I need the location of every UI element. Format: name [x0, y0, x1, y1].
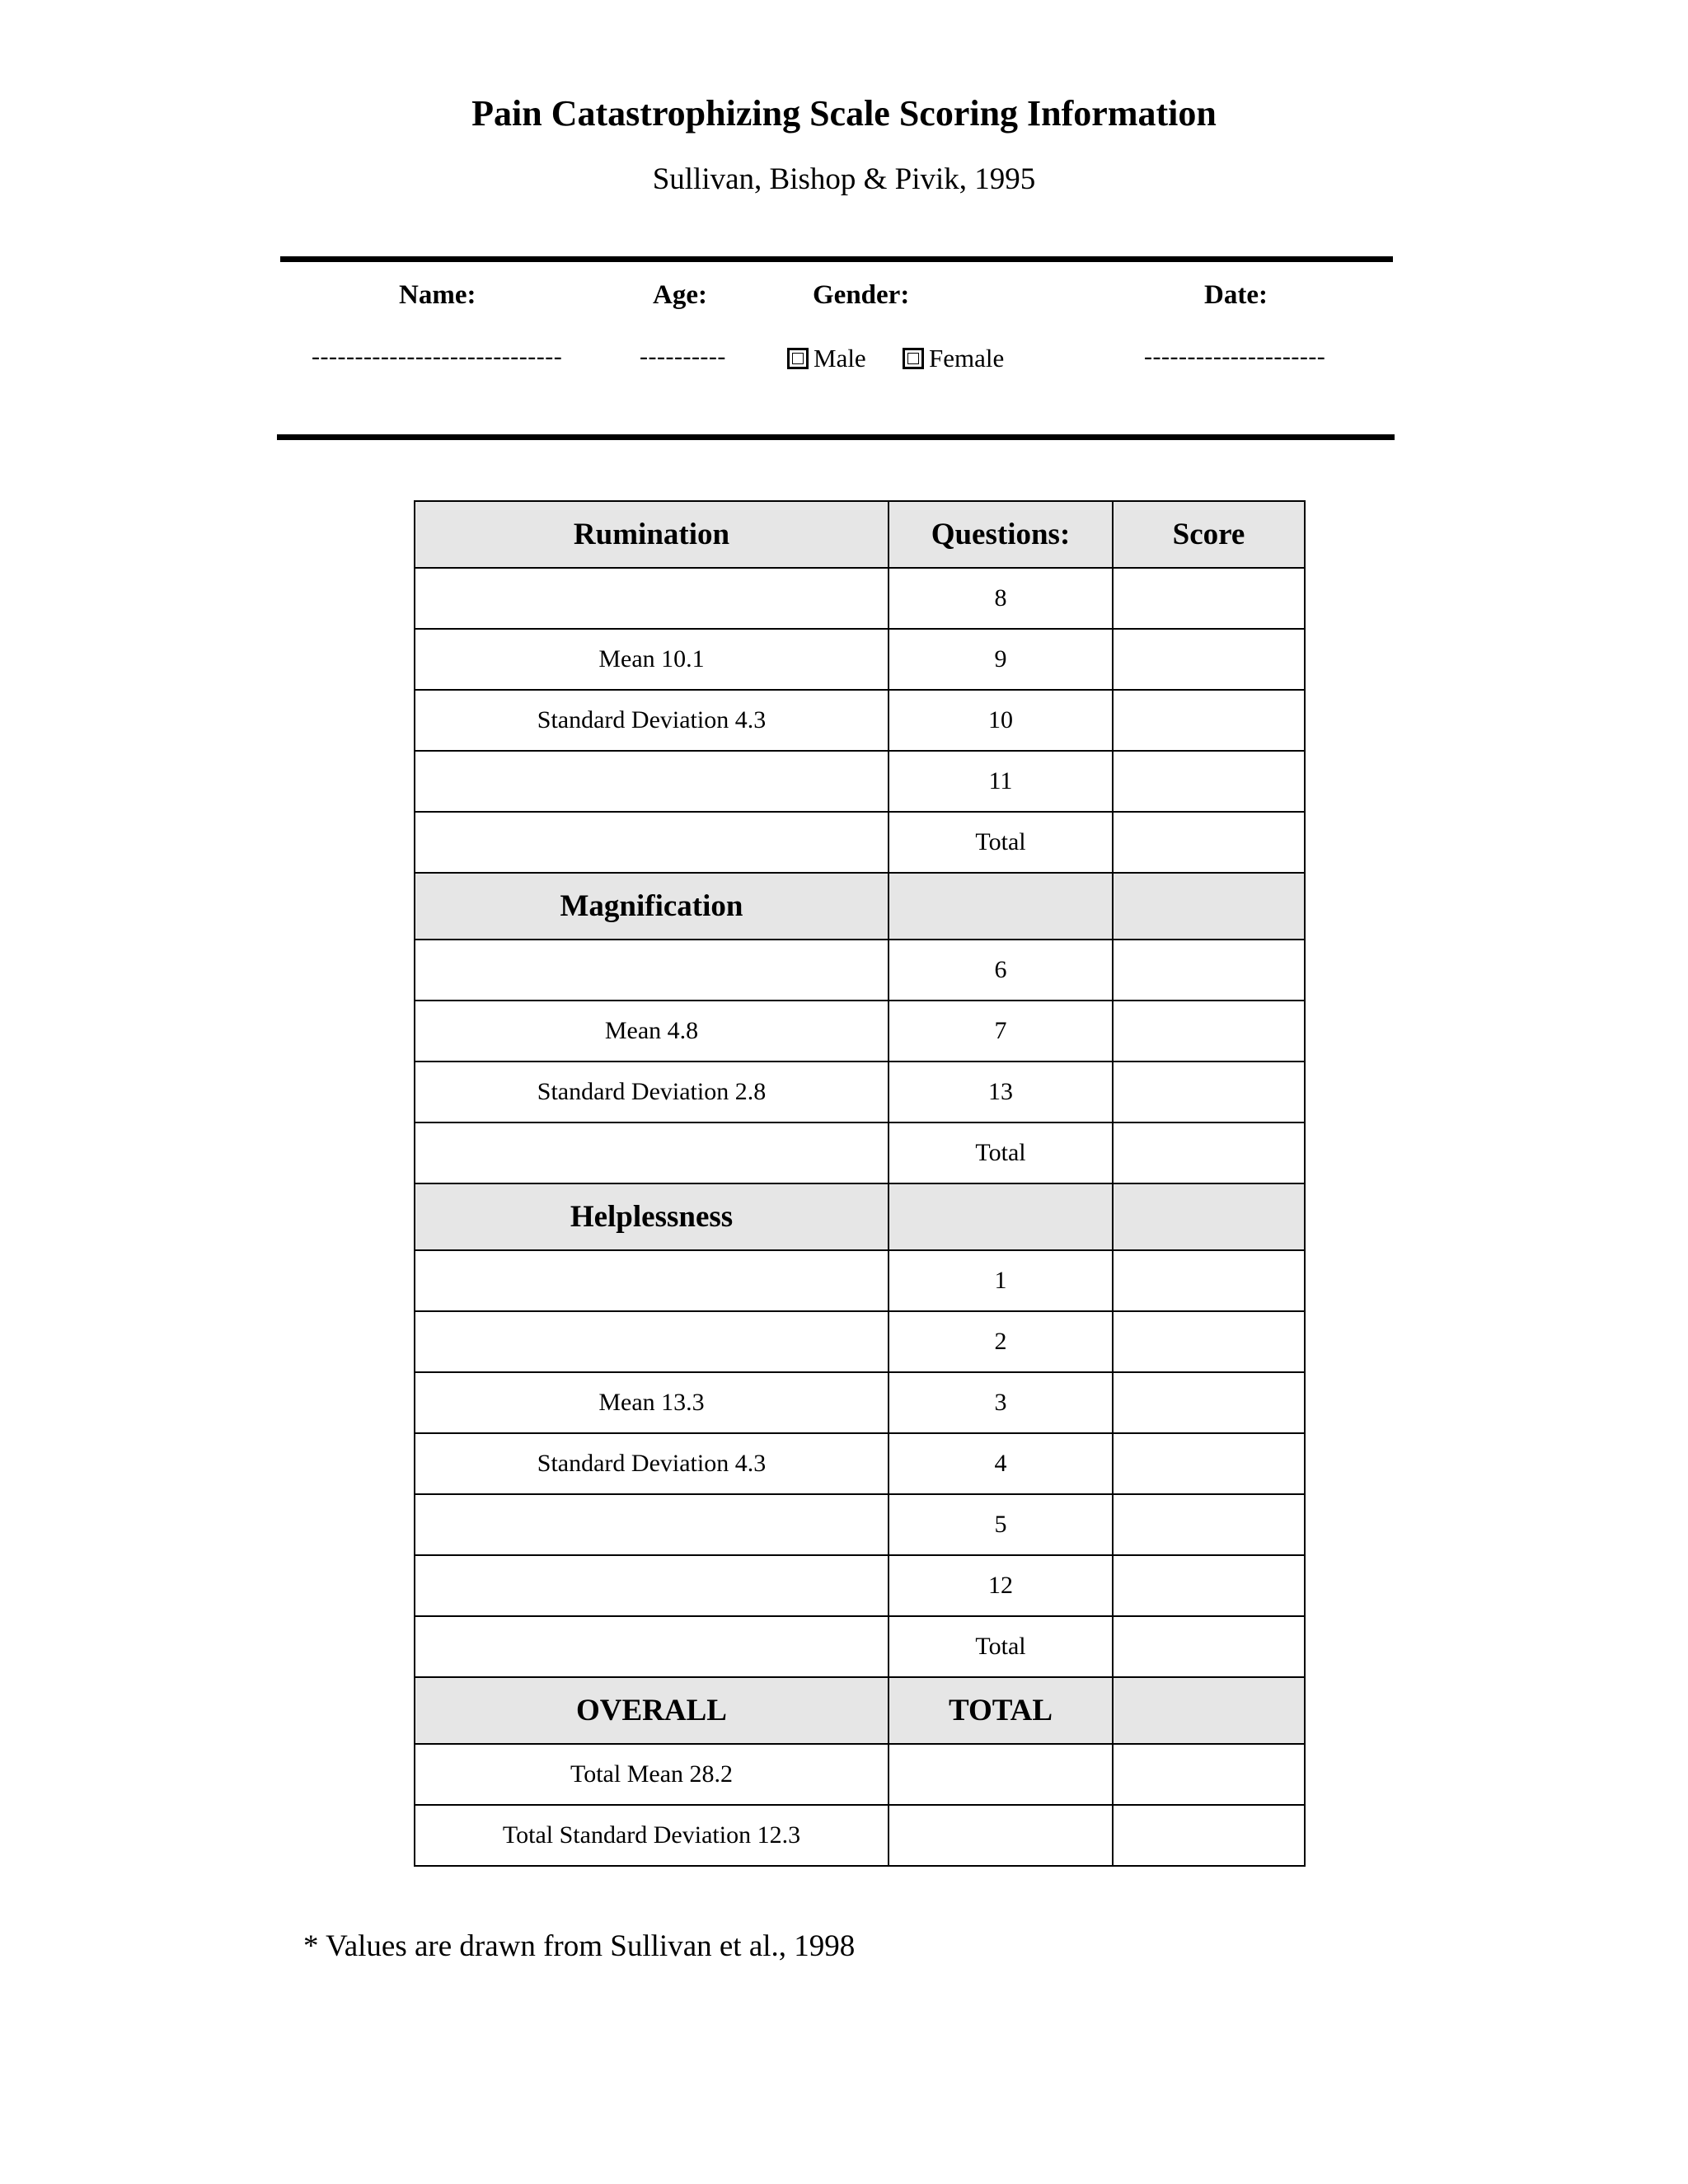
question-number: Total: [889, 1122, 1113, 1183]
question-number: 12: [889, 1555, 1113, 1616]
score-cell[interactable]: [1113, 1001, 1305, 1062]
table-row: [415, 1001, 1305, 1062]
table-row: [415, 1433, 1305, 1494]
age-field[interactable]: ----------: [640, 343, 726, 370]
score-cell[interactable]: [1113, 1494, 1305, 1555]
row-label: [415, 751, 889, 812]
row-label: [415, 1555, 889, 1616]
question-number: 2: [889, 1311, 1113, 1372]
question-number: 10: [889, 690, 1113, 751]
table-row: [415, 812, 1305, 873]
question-number: 8: [889, 568, 1113, 629]
table-row: [415, 1616, 1305, 1677]
score-cell[interactable]: [1113, 1062, 1305, 1122]
overall-heading: OVERALL: [415, 1677, 889, 1744]
score-cell[interactable]: [1113, 751, 1305, 812]
question-number: 4: [889, 1433, 1113, 1494]
overall-header-row: [415, 1677, 1305, 1744]
row-label: [415, 1250, 889, 1311]
row-label: Mean 13.3: [415, 1372, 889, 1433]
table-row: [415, 1372, 1305, 1433]
table-row: [415, 690, 1305, 751]
score-cell[interactable]: [1113, 1372, 1305, 1433]
score-cell[interactable]: [1113, 690, 1305, 751]
magnification-heading: Magnification: [415, 873, 889, 940]
question-number: 6: [889, 940, 1113, 1001]
row-label: Standard Deviation 4.3: [415, 690, 889, 751]
question-number: 13: [889, 1062, 1113, 1122]
score-cell[interactable]: [1113, 1311, 1305, 1372]
empty-cell: [1113, 1677, 1305, 1744]
helplessness-heading: Helplessness: [415, 1183, 889, 1250]
table-row: [415, 1062, 1305, 1122]
row-label: Total Mean 28.2: [415, 1744, 889, 1805]
score-cell[interactable]: [1113, 812, 1305, 873]
page-subtitle: Sullivan, Bishop & Pivik, 1995: [652, 162, 1036, 196]
gender-label: Gender:: [813, 280, 910, 310]
total-heading: TOTAL: [889, 1677, 1113, 1744]
table-row: [415, 940, 1305, 1001]
female-label: Female: [929, 344, 1005, 373]
empty-cell: [1113, 1183, 1305, 1250]
checkbox-icon: [903, 348, 924, 369]
score-cell[interactable]: [1113, 568, 1305, 629]
table-row: [415, 568, 1305, 629]
question-number: Total: [889, 1616, 1113, 1677]
row-label: [415, 812, 889, 873]
row-label: Standard Deviation 4.3: [415, 1433, 889, 1494]
question-number: 11: [889, 751, 1113, 812]
table-row: [415, 1744, 1305, 1805]
table-row: [415, 1311, 1305, 1372]
male-label: Male: [814, 344, 866, 373]
rumination-heading: Rumination: [415, 501, 889, 568]
bottom-rule: [277, 434, 1395, 440]
question-number: 7: [889, 1001, 1113, 1062]
score-cell[interactable]: [1113, 1250, 1305, 1311]
name-field[interactable]: -----------------------------: [312, 343, 563, 370]
score-cell[interactable]: [1113, 1744, 1305, 1805]
score-cell[interactable]: [1113, 1555, 1305, 1616]
footnote: * Values are drawn from Sullivan et al., 1998: [303, 1929, 856, 1963]
score-cell[interactable]: [1113, 1805, 1305, 1866]
question-number: 9: [889, 629, 1113, 690]
table-row: [415, 1805, 1305, 1866]
table-row: [415, 1250, 1305, 1311]
date-label: Date:: [1204, 280, 1268, 310]
age-label: Age:: [653, 280, 707, 310]
score-cell[interactable]: [1113, 629, 1305, 690]
table-row: [415, 1494, 1305, 1555]
table-row: [415, 1555, 1305, 1616]
score-cell[interactable]: [1113, 1122, 1305, 1183]
question-number: 3: [889, 1372, 1113, 1433]
page-title: Pain Catastrophizing Scale Scoring Information: [471, 93, 1217, 134]
question-number: Total: [889, 812, 1113, 873]
score-heading: Score: [1113, 501, 1305, 568]
row-label: [415, 1494, 889, 1555]
row-label: Mean 10.1: [415, 629, 889, 690]
row-label: Mean 4.8: [415, 1001, 889, 1062]
empty-cell: [889, 1183, 1113, 1250]
name-label: Name:: [399, 280, 476, 310]
empty-cell: [1113, 873, 1305, 940]
helplessness-header-row: [415, 1183, 1305, 1250]
total-cell[interactable]: [889, 1744, 1113, 1805]
score-cell[interactable]: [1113, 1433, 1305, 1494]
question-number: 1: [889, 1250, 1113, 1311]
magnification-header-row: [415, 873, 1305, 940]
top-rule: [280, 256, 1393, 262]
row-label: [415, 1311, 889, 1372]
row-label: [415, 940, 889, 1001]
row-label: [415, 1616, 889, 1677]
row-label: Total Standard Deviation 12.3: [415, 1805, 889, 1866]
row-label: [415, 1122, 889, 1183]
male-checkbox[interactable]: [787, 344, 866, 373]
row-label: [415, 568, 889, 629]
scoring-table: [414, 500, 1306, 1867]
table-row: [415, 1122, 1305, 1183]
score-cell[interactable]: [1113, 940, 1305, 1001]
female-checkbox[interactable]: [903, 344, 1004, 373]
rumination-header-row: [415, 501, 1305, 568]
checkbox-icon: [787, 348, 809, 369]
table-row: [415, 629, 1305, 690]
table-row: [415, 751, 1305, 812]
total-cell[interactable]: [889, 1805, 1113, 1866]
questions-heading: Questions:: [889, 501, 1113, 568]
date-field[interactable]: ---------------------: [1144, 343, 1326, 370]
row-label: Standard Deviation 2.8: [415, 1062, 889, 1122]
score-cell[interactable]: [1113, 1616, 1305, 1677]
question-number: 5: [889, 1494, 1113, 1555]
empty-cell: [889, 873, 1113, 940]
